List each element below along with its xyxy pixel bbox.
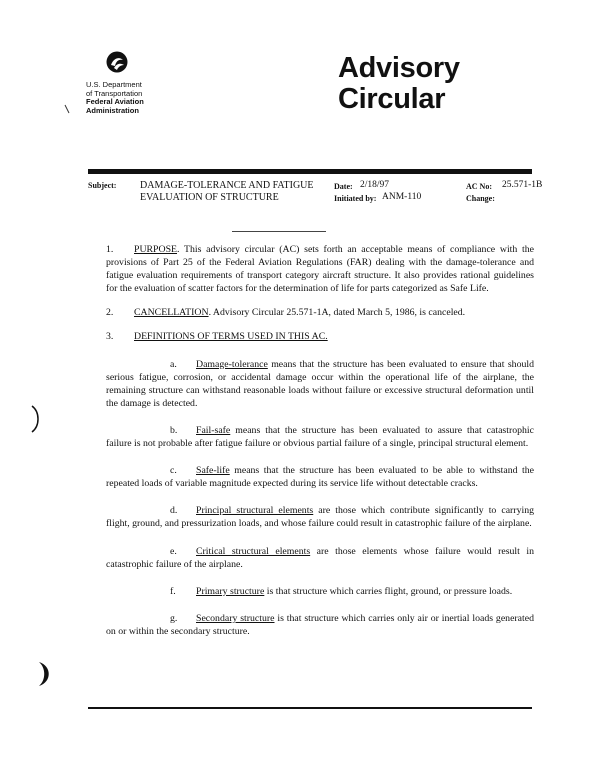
definition-item	[106, 424, 534, 450]
title-line: Advisory	[338, 52, 460, 84]
paragraph-number: 3.	[106, 331, 114, 343]
paragraph-purpose	[106, 243, 534, 295]
scan-mark-icon	[36, 660, 54, 688]
agency-line: Federal Aviation	[86, 97, 144, 107]
paragraph-number: 2.	[106, 307, 114, 319]
date-value: 2/18/97	[360, 180, 390, 190]
document-body	[106, 243, 534, 638]
definition-letter: e.	[170, 545, 177, 557]
definition-letter: d.	[170, 505, 178, 517]
definition-item	[106, 504, 534, 530]
header-divider	[88, 169, 532, 174]
footer-divider	[88, 707, 532, 709]
definition-term: Damage-tolerance	[196, 358, 268, 370]
heading-cancellation: CANCELLATION	[134, 307, 209, 319]
definition-term: Fail-safe	[196, 424, 231, 436]
paragraph-text: . This advisory circular (AC) sets forth an acceptable means of compliance with the provisions of Part 25 of the Federal Aviation Regulations (FAR) dealing with the damage-tolerance and fatigue evaluation requirements of transport category aircraft structure. It also provides rational guidelines for the evaluation of scatter factors for the determination of life for parts categorized as Safe Life.	[106, 244, 534, 295]
heading-definitions: DEFINITIONS OF TERMS USED IN THIS AC.	[134, 331, 328, 343]
definition-text: means that the structure has been evaluated to assure that catastrophic failure is not probable after fatigue failure or obvious partial failure of a single, principal structural element.	[106, 424, 534, 450]
definition-item	[106, 358, 534, 410]
title-line: Circular	[338, 83, 446, 115]
date-label: Date:	[334, 182, 353, 191]
subject-label: Subject:	[88, 181, 117, 190]
definition-item	[106, 545, 534, 571]
agency-line: of Transportation	[86, 88, 143, 98]
subject-divider	[232, 231, 326, 232]
definition-term: Safe-life	[196, 465, 230, 477]
change-label: Change:	[466, 194, 495, 203]
document-title	[338, 53, 460, 115]
definition-letter: a.	[170, 358, 177, 370]
paragraph-text: . Advisory Circular 25.571-1A, dated March 5, 1986, is canceled.	[208, 307, 466, 319]
definition-term: Secondary structure	[196, 612, 275, 624]
initiated-label: Initiated by:	[334, 194, 377, 203]
definition-letter: c.	[170, 465, 177, 477]
definition-text: are those elements whose failure would result in catastrophic failure of the airplane.	[106, 545, 534, 570]
agency-block	[86, 81, 144, 115]
ac-number-value: 25.571-1B	[502, 180, 543, 190]
definition-term: Primary structure	[196, 585, 265, 597]
definition-item	[106, 464, 534, 490]
ac-number-label: AC No:	[466, 182, 492, 191]
definition-term: Critical structural elements	[196, 545, 311, 557]
paragraph-number: 1.	[106, 244, 114, 255]
definition-letter: b.	[170, 424, 178, 436]
ac-labels	[466, 181, 495, 205]
definition-text: means that the structure has been evaluated to be able to withstand the repeated loads of variable magnitude expected during its service life without detectable cracks.	[106, 465, 534, 490]
scan-mark-icon	[30, 404, 42, 434]
initiated-value: ANM-110	[382, 192, 422, 202]
agency-line: U.S. Department	[86, 80, 142, 89]
heading-purpose: PURPOSE	[134, 244, 178, 255]
scan-mark-icon	[64, 104, 70, 114]
definition-text: is that structure which carries only air or inertial loads generated on or within the secondary structure.	[106, 612, 534, 637]
agency-line: Administration	[86, 105, 139, 115]
definition-item	[106, 612, 534, 638]
subject-line: DAMAGE-TOLERANCE AND FATIGUE	[140, 180, 314, 191]
subject-line: EVALUATION OF STRUCTURE	[140, 192, 279, 203]
definition-letter: g.	[170, 612, 178, 624]
definition-text: means that the structure has been evaluated to ensure that should serious fatigue, corrosion, or accidental damage occur within the operational life of the airplane, the remaining structure can withstand reasonable loads without failure or excessive structural deformation until the damage is detected.	[106, 358, 534, 409]
paragraph-definitions	[106, 330, 534, 343]
dot-logo-icon	[106, 51, 128, 73]
definition-text: are those which contribute significantly to carrying flight, ground, and pressurization loads, and whose failure could result in catastrophic failure of the airplane.	[106, 505, 534, 530]
subject-text	[140, 180, 314, 204]
definition-term: Principal structural elements	[196, 505, 314, 517]
paragraph-cancellation	[106, 306, 534, 319]
definition-text: is that structure which carries flight, ground, or pressure loads.	[264, 585, 513, 597]
definition-item	[106, 585, 534, 598]
definition-letter: f.	[170, 585, 176, 597]
